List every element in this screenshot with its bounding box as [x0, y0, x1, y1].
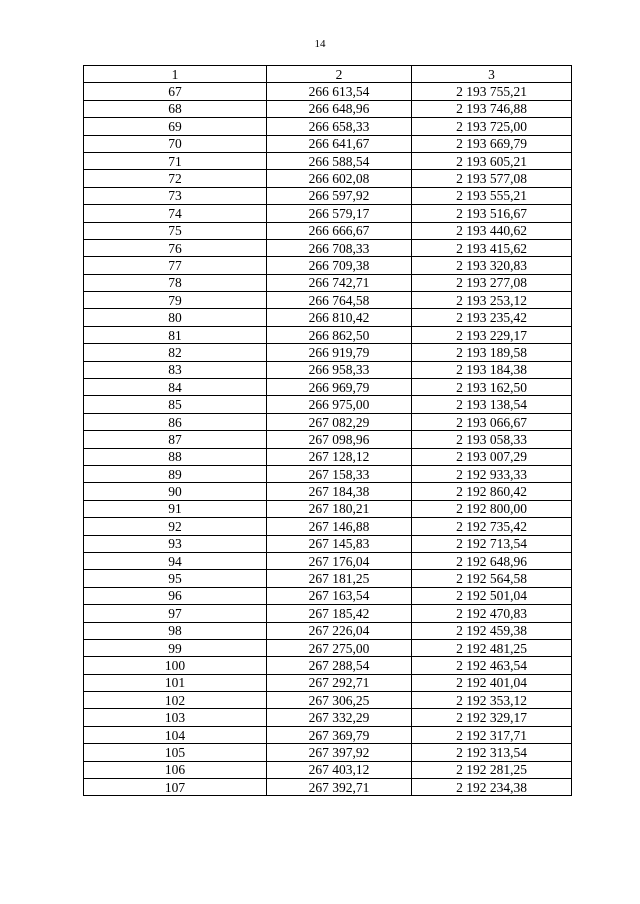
point-number-cell: 100 [84, 657, 267, 674]
point-number-cell: 97 [84, 605, 267, 622]
point-number-cell: 72 [84, 170, 267, 187]
table-row [84, 657, 572, 674]
point-number-cell: 90 [84, 483, 267, 500]
table-row [84, 518, 572, 535]
table-row [84, 622, 572, 639]
x-coordinate-cell: 267 158,33 [267, 465, 412, 482]
column-header-2: 2 [267, 66, 412, 83]
point-number-cell: 98 [84, 622, 267, 639]
y-coordinate-cell: 2 193 755,21 [412, 83, 572, 100]
table-row [84, 413, 572, 430]
x-coordinate-cell: 266 742,71 [267, 274, 412, 291]
table-header-row [84, 66, 572, 83]
table-row [84, 344, 572, 361]
table-row [84, 761, 572, 778]
table-row [84, 326, 572, 343]
table-row [84, 396, 572, 413]
table-row [84, 187, 572, 204]
x-coordinate-cell: 267 397,92 [267, 744, 412, 761]
table-row [84, 257, 572, 274]
x-coordinate-cell: 267 306,25 [267, 692, 412, 709]
y-coordinate-cell: 2 193 184,38 [412, 361, 572, 378]
x-coordinate-cell: 266 708,33 [267, 239, 412, 256]
point-number-cell: 92 [84, 518, 267, 535]
y-coordinate-cell: 2 193 253,12 [412, 292, 572, 309]
point-number-cell: 82 [84, 344, 267, 361]
table-row [84, 100, 572, 117]
point-number-cell: 81 [84, 326, 267, 343]
table-row [84, 274, 572, 291]
point-number-cell: 75 [84, 222, 267, 239]
y-coordinate-cell: 2 193 320,83 [412, 257, 572, 274]
y-coordinate-cell: 2 193 555,21 [412, 187, 572, 204]
x-coordinate-cell: 267 180,21 [267, 500, 412, 517]
x-coordinate-cell: 267 275,00 [267, 639, 412, 656]
table-row [84, 205, 572, 222]
y-coordinate-cell: 2 192 234,38 [412, 779, 572, 796]
column-header-3: 3 [412, 66, 572, 83]
table-row [84, 83, 572, 100]
point-number-cell: 83 [84, 361, 267, 378]
x-coordinate-cell: 267 369,79 [267, 726, 412, 743]
y-coordinate-cell: 2 192 735,42 [412, 518, 572, 535]
point-number-cell: 96 [84, 587, 267, 604]
x-coordinate-cell: 266 597,92 [267, 187, 412, 204]
page-number: 14 [314, 38, 326, 50]
y-coordinate-cell: 2 192 313,54 [412, 744, 572, 761]
x-coordinate-cell: 267 098,96 [267, 431, 412, 448]
y-coordinate-cell: 2 192 481,25 [412, 639, 572, 656]
point-number-cell: 94 [84, 552, 267, 569]
point-number-cell: 105 [84, 744, 267, 761]
y-coordinate-cell: 2 192 470,83 [412, 605, 572, 622]
table-row [84, 483, 572, 500]
y-coordinate-cell: 2 192 281,25 [412, 761, 572, 778]
y-coordinate-cell: 2 192 564,58 [412, 570, 572, 587]
table-body [84, 83, 572, 796]
y-coordinate-cell: 2 193 746,88 [412, 100, 572, 117]
table-row [84, 465, 572, 482]
x-coordinate-cell: 267 403,12 [267, 761, 412, 778]
y-coordinate-cell: 2 193 229,17 [412, 326, 572, 343]
x-coordinate-cell: 267 163,54 [267, 587, 412, 604]
table-row [84, 674, 572, 691]
y-coordinate-cell: 2 193 669,79 [412, 135, 572, 152]
table-row [84, 587, 572, 604]
y-coordinate-cell: 2 193 725,00 [412, 118, 572, 135]
point-number-cell: 95 [84, 570, 267, 587]
y-coordinate-cell: 2 192 713,54 [412, 535, 572, 552]
table-header [84, 66, 572, 83]
y-coordinate-cell: 2 193 440,62 [412, 222, 572, 239]
x-coordinate-cell: 267 181,25 [267, 570, 412, 587]
y-coordinate-cell: 2 192 353,12 [412, 692, 572, 709]
table-row [84, 535, 572, 552]
point-number-cell: 87 [84, 431, 267, 448]
x-coordinate-cell: 266 641,67 [267, 135, 412, 152]
table-row [84, 222, 572, 239]
point-number-cell: 70 [84, 135, 267, 152]
x-coordinate-cell: 266 969,79 [267, 379, 412, 396]
point-number-cell: 106 [84, 761, 267, 778]
table-row [84, 239, 572, 256]
x-coordinate-cell: 267 184,38 [267, 483, 412, 500]
point-number-cell: 85 [84, 396, 267, 413]
table-row [84, 379, 572, 396]
table-row [84, 500, 572, 517]
point-number-cell: 67 [84, 83, 267, 100]
y-coordinate-cell: 2 192 317,71 [412, 726, 572, 743]
y-coordinate-cell: 2 193 058,33 [412, 431, 572, 448]
y-coordinate-cell: 2 193 577,08 [412, 170, 572, 187]
coordinates-table [83, 65, 572, 796]
point-number-cell: 73 [84, 187, 267, 204]
y-coordinate-cell: 2 192 501,04 [412, 587, 572, 604]
table-row [84, 570, 572, 587]
x-coordinate-cell: 266 648,96 [267, 100, 412, 117]
x-coordinate-cell: 266 579,17 [267, 205, 412, 222]
point-number-cell: 76 [84, 239, 267, 256]
x-coordinate-cell: 266 764,58 [267, 292, 412, 309]
x-coordinate-cell: 267 332,29 [267, 709, 412, 726]
x-coordinate-cell: 267 176,04 [267, 552, 412, 569]
table-row [84, 170, 572, 187]
table-row [84, 779, 572, 796]
x-coordinate-cell: 267 288,54 [267, 657, 412, 674]
x-coordinate-cell: 266 588,54 [267, 152, 412, 169]
x-coordinate-cell: 266 862,50 [267, 326, 412, 343]
y-coordinate-cell: 2 192 459,38 [412, 622, 572, 639]
x-coordinate-cell: 266 658,33 [267, 118, 412, 135]
point-number-cell: 84 [84, 379, 267, 396]
table-row [84, 709, 572, 726]
table-row [84, 361, 572, 378]
table-row [84, 309, 572, 326]
x-coordinate-cell: 266 810,42 [267, 309, 412, 326]
x-coordinate-cell: 266 613,54 [267, 83, 412, 100]
y-coordinate-cell: 2 193 162,50 [412, 379, 572, 396]
point-number-cell: 68 [84, 100, 267, 117]
x-coordinate-cell: 267 392,71 [267, 779, 412, 796]
y-coordinate-cell: 2 192 648,96 [412, 552, 572, 569]
y-coordinate-cell: 2 193 189,58 [412, 344, 572, 361]
x-coordinate-cell: 267 292,71 [267, 674, 412, 691]
table-row [84, 431, 572, 448]
point-number-cell: 71 [84, 152, 267, 169]
y-coordinate-cell: 2 193 066,67 [412, 413, 572, 430]
point-number-cell: 80 [84, 309, 267, 326]
point-number-cell: 88 [84, 448, 267, 465]
y-coordinate-cell: 2 192 463,54 [412, 657, 572, 674]
x-coordinate-cell: 266 666,67 [267, 222, 412, 239]
x-coordinate-cell: 266 709,38 [267, 257, 412, 274]
x-coordinate-cell: 266 919,79 [267, 344, 412, 361]
x-coordinate-cell: 267 128,12 [267, 448, 412, 465]
y-coordinate-cell: 2 193 277,08 [412, 274, 572, 291]
y-coordinate-cell: 2 192 401,04 [412, 674, 572, 691]
table-row [84, 744, 572, 761]
y-coordinate-cell: 2 193 007,29 [412, 448, 572, 465]
x-coordinate-cell: 266 602,08 [267, 170, 412, 187]
x-coordinate-cell: 266 975,00 [267, 396, 412, 413]
table-row [84, 292, 572, 309]
x-coordinate-cell: 267 185,42 [267, 605, 412, 622]
table-row [84, 152, 572, 169]
table-row [84, 692, 572, 709]
point-number-cell: 99 [84, 639, 267, 656]
point-number-cell: 89 [84, 465, 267, 482]
point-number-cell: 103 [84, 709, 267, 726]
point-number-cell: 79 [84, 292, 267, 309]
y-coordinate-cell: 2 193 415,62 [412, 239, 572, 256]
x-coordinate-cell: 267 082,29 [267, 413, 412, 430]
y-coordinate-cell: 2 193 516,67 [412, 205, 572, 222]
table-row [84, 639, 572, 656]
point-number-cell: 93 [84, 535, 267, 552]
point-number-cell: 69 [84, 118, 267, 135]
y-coordinate-cell: 2 192 329,17 [412, 709, 572, 726]
x-coordinate-cell: 267 226,04 [267, 622, 412, 639]
table-row [84, 726, 572, 743]
y-coordinate-cell: 2 192 860,42 [412, 483, 572, 500]
y-coordinate-cell: 2 193 605,21 [412, 152, 572, 169]
point-number-cell: 78 [84, 274, 267, 291]
x-coordinate-cell: 267 145,83 [267, 535, 412, 552]
point-number-cell: 104 [84, 726, 267, 743]
table-row [84, 135, 572, 152]
y-coordinate-cell: 2 192 933,33 [412, 465, 572, 482]
table-row [84, 605, 572, 622]
y-coordinate-cell: 2 193 138,54 [412, 396, 572, 413]
column-header-1: 1 [84, 66, 267, 83]
table-row [84, 552, 572, 569]
point-number-cell: 86 [84, 413, 267, 430]
x-coordinate-cell: 267 146,88 [267, 518, 412, 535]
point-number-cell: 101 [84, 674, 267, 691]
point-number-cell: 102 [84, 692, 267, 709]
table-row [84, 448, 572, 465]
x-coordinate-cell: 266 958,33 [267, 361, 412, 378]
point-number-cell: 107 [84, 779, 267, 796]
point-number-cell: 77 [84, 257, 267, 274]
point-number-cell: 74 [84, 205, 267, 222]
table-row [84, 118, 572, 135]
point-number-cell: 91 [84, 500, 267, 517]
y-coordinate-cell: 2 192 800,00 [412, 500, 572, 517]
y-coordinate-cell: 2 193 235,42 [412, 309, 572, 326]
